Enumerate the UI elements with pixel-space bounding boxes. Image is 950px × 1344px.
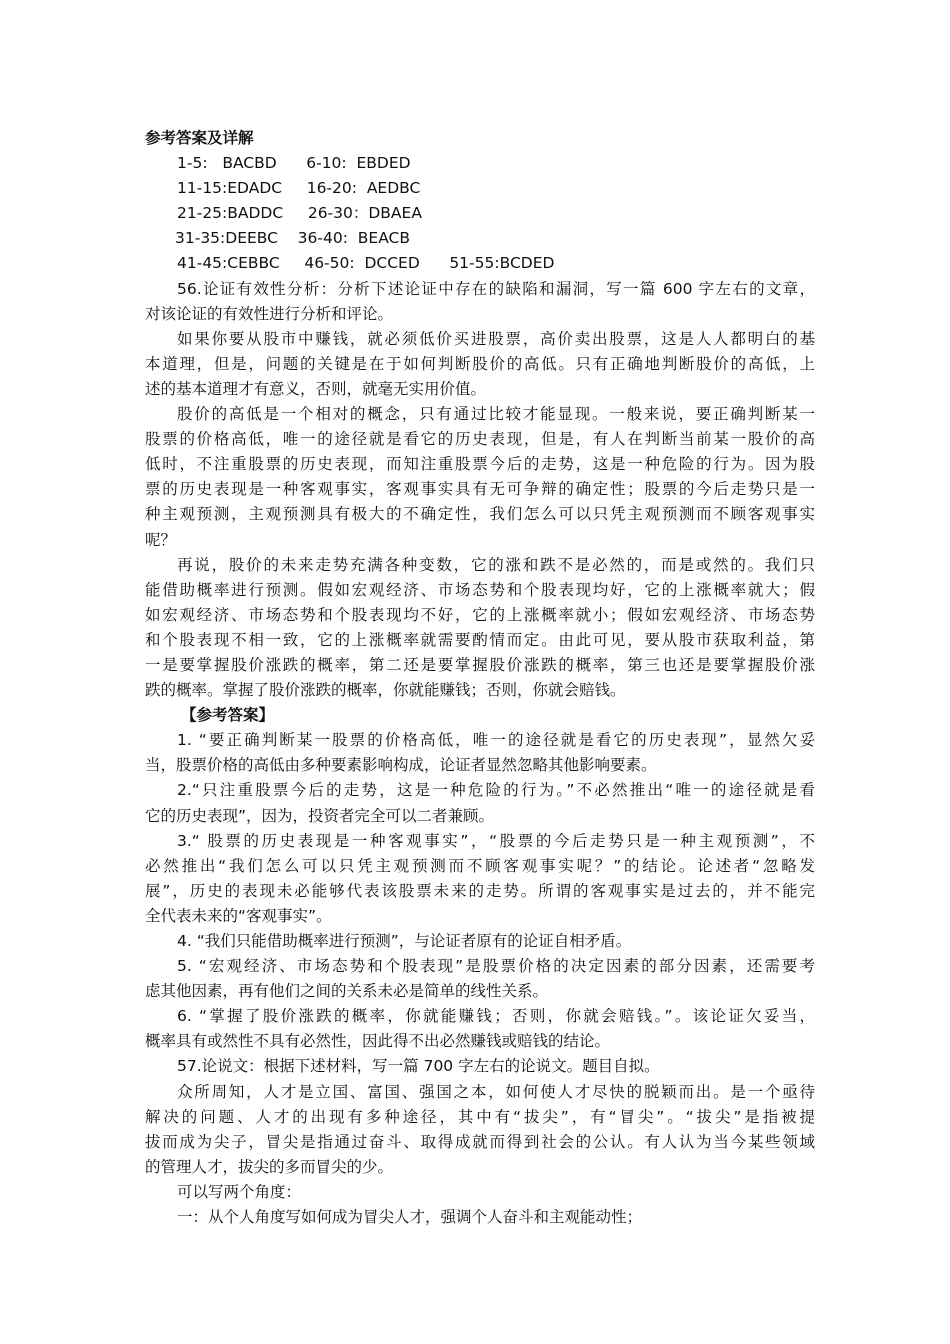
text-line: 跌的概率。掌握了股价涨跌的概率，你就能赚钱；否则，你就会赔钱。 — [145, 681, 626, 700]
text-line: 述的基本道理才有意义，否则，就毫无实用价值。 — [145, 379, 487, 398]
answer-line: 41-45:CEBBC 46-50: DCCED 51-55:BCDED — [177, 254, 555, 273]
text-line: 1. “要正确判断某一股票的价格高低，唯一的途径就是看它的历史表现”，显然欠妥 — [177, 731, 815, 750]
text-line: 如宏观经济、市场态势和个股表现均不好，它的上涨概率就小；假如宏观经济、市场态势 — [145, 605, 815, 624]
text-line: 一：从个人角度写如何成为冒尖人才，强调个人奋斗和主观能动性； — [177, 1208, 643, 1227]
text-line: 股价的高低是一个相对的概念，只有通过比较才能显现。一般来说，要正确判断某一 — [177, 405, 815, 424]
text-line: 5. “宏观经济、市场态势和个股表现”是股票价格的决定因素的部分因素，还需要考 — [177, 957, 815, 976]
text-line: 本道理，但是，问题的关键是在于如何判断股价的高低。只有正确地判断股价的高低，上 — [145, 354, 815, 373]
text-line: 57.论说文：根据下述材料，写一篇 700 字左右的论说文。题目自拟。 — [177, 1057, 660, 1076]
text-line: 虑其他因素，再有他们之间的关系未必是简单的线性关系。 — [145, 982, 549, 1001]
text-line: 低时，不注重股票的历史表现，而知注重股票今后的走势，这是一种危险的行为。因为股 — [145, 455, 815, 474]
section-title: 参考答案及详解 — [145, 129, 254, 147]
text-line: 票的历史表现是一种客观事实，客观事实具有无可争辩的确定性；股票的今后走势只是一 — [145, 480, 815, 499]
text-line: 如果你要从股市中赚钱，就必须低价买进股票，高价卖出股票，这是人人都明白的基 — [177, 329, 815, 348]
text-line: 展”，历史的表现未必能够代表该股票未来的走势。所谓的客观事实是过去的，并不能完 — [145, 881, 815, 900]
text-line: 6. “掌握了股价涨跌的概率，你就能赚钱；否则，你就会赔钱。”。该论证欠妥当， — [177, 1007, 815, 1026]
text-line: 可以写两个角度： — [177, 1182, 302, 1201]
text-line: 当，股票价格的高低由多种要素影响构成，论证者显然忽略其他影响要素。 — [145, 756, 657, 775]
text-line: 种主观预测，主观预测具有极大的不确定性，我们怎么可以只凭主观预测而不顾客观事实 — [145, 505, 815, 524]
text-line: 56.论证有效性分析：分析下述论证中存在的缺陷和漏洞，写一篇 600 字左右的文章， — [177, 279, 815, 298]
text-line: 拔而成为尖子，冒尖是指通过奋斗、取得成就而得到社会的公认。有人认为当今某些领域 — [145, 1132, 815, 1151]
text-line: 它的历史表现”，因为，投资者完全可以二者兼顾。 — [145, 806, 495, 825]
subheading: 【参考答案】 — [181, 706, 275, 725]
answer-line: 1-5: BACBD 6-10: EBDED — [177, 154, 411, 173]
answer-line: 21-25:BADDC 26-30：DBAEA — [177, 204, 422, 223]
text-line: 4. “我们只能借助概率进行预测”，与论证者原有的论证自相矛盾。 — [177, 932, 632, 950]
text-line: 呢？ — [145, 530, 177, 549]
text-line: 股票的价格高低，唯一的途径就是看它的历史表现，但是，有人在判断当前某一股价的高 — [145, 430, 815, 449]
text-line: 必然推出“我们怎么可以只凭主观预测而不顾客观事实呢？”的结论。论述者“忽略发 — [145, 856, 815, 875]
text-line: 3.“ 股票的历史表现是一种客观事实”，“股票的今后走势只是一种主观预测”，不 — [177, 831, 815, 850]
text-line: 全代表未来的“客观事实”。 — [145, 906, 332, 925]
text-line: 的管理人才，拔尖的多而冒尖的少。 — [145, 1157, 394, 1176]
text-line: 概率具有或然性不具有必然性，因此得不出必然赚钱或赔钱的结论。 — [145, 1032, 611, 1051]
text-line: 2.“只注重股票今后的走势，这是一种危险的行为。”不必然推出“唯一的途径就是看 — [177, 781, 815, 800]
text-line: 和个股表现不相一致，它的上涨概率就需要酌情而定。由此可见，要从股市获取利益，第 — [145, 630, 815, 649]
text-line: 解决的问题、人才的出现有多种途径，其中有“拔尖”，有“冒尖”。“拔尖”是指被提 — [145, 1107, 815, 1126]
text-line: 众所周知，人才是立国、富国、强国之本，如何使人才尽快的脱颖而出。是一个亟待 — [177, 1082, 815, 1101]
body-text — [145, 277, 815, 1231]
text-line: 能借助概率进行预测。假如宏观经济、市场态势和个股表现均好，它的上涨概率就大；假 — [145, 580, 815, 599]
text-line: 对该论证的有效性进行分析和评论。 — [145, 304, 394, 323]
document-page — [145, 126, 815, 1230]
answer-line: 11-15:EDADC 16-20: AEDBC — [177, 179, 421, 198]
answer-line: 31-35:DEEBC 36-40: BEACB — [175, 229, 411, 248]
text-line: 一是要掌握股价涨跌的概率，第二还是要掌握股价涨跌的概率，第三也还是要掌握股价涨 — [145, 655, 815, 674]
text-line: 再说，股价的未来走势充满各种变数，它的涨和跌不是必然的，而是或然的。我们只 — [177, 555, 815, 574]
